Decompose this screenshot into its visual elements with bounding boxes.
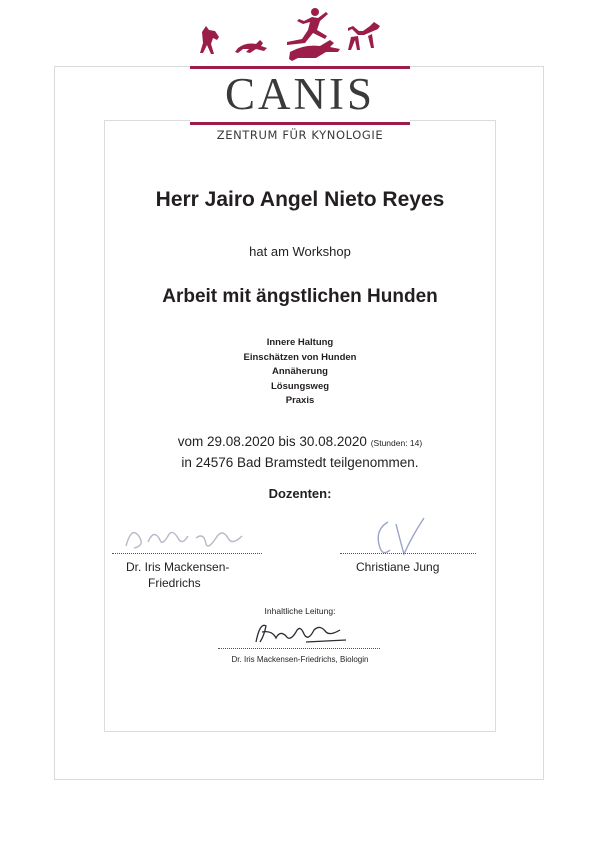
left-signer-name	[126, 559, 229, 591]
topic-item: Praxis	[285, 395, 315, 406]
lead-signature-image	[246, 616, 356, 650]
right-signature-line	[340, 553, 476, 554]
dozenten-label: Dozenten:	[268, 486, 332, 501]
place-line: in 24576 Bad Bramstedt teilgenommen.	[181, 455, 419, 470]
date-block	[104, 432, 496, 473]
canis-logo	[190, 4, 410, 146]
brand-subtitle: ZENTRUM FÜR KYNOLOGIE	[216, 128, 384, 142]
lead-signature-line	[218, 648, 380, 649]
lead-signer-name: Dr. Iris Mackensen-Friedrichs, Biologin	[231, 655, 369, 664]
intro-text: hat am Workshop	[249, 244, 351, 259]
left-signer-line1: Dr. Iris Mackensen-	[126, 560, 230, 574]
topic-item: Lösungsweg	[270, 380, 330, 392]
recipient-name: Herr Jairo Angel Nieto Reyes	[155, 188, 445, 211]
date-range: vom 29.08.2020 bis 30.08.2020	[177, 434, 367, 449]
topic-item: Einschätzen von Hunden	[243, 351, 357, 363]
logo-rule	[190, 120, 410, 128]
date-line-row	[104, 432, 496, 453]
right-signer-name: Christiane Jung	[356, 560, 440, 574]
left-signer-line2: Friedrichs	[148, 576, 201, 590]
dogs-and-runner-icon	[190, 4, 410, 74]
lead-label: Inhaltliche Leitung:	[264, 606, 336, 616]
topic-item: Annäherung	[272, 366, 328, 377]
topic-item: Innere Haltung	[266, 337, 334, 348]
left-signature-image	[118, 516, 268, 556]
left-signature-line	[112, 553, 262, 554]
brand-wordmark: CANIS	[224, 69, 376, 119]
workshop-title: Arbeit mit ängstlichen Hunden	[162, 286, 438, 307]
hours-note: (Stunden: 14)	[370, 438, 423, 448]
topic-list	[104, 336, 496, 409]
